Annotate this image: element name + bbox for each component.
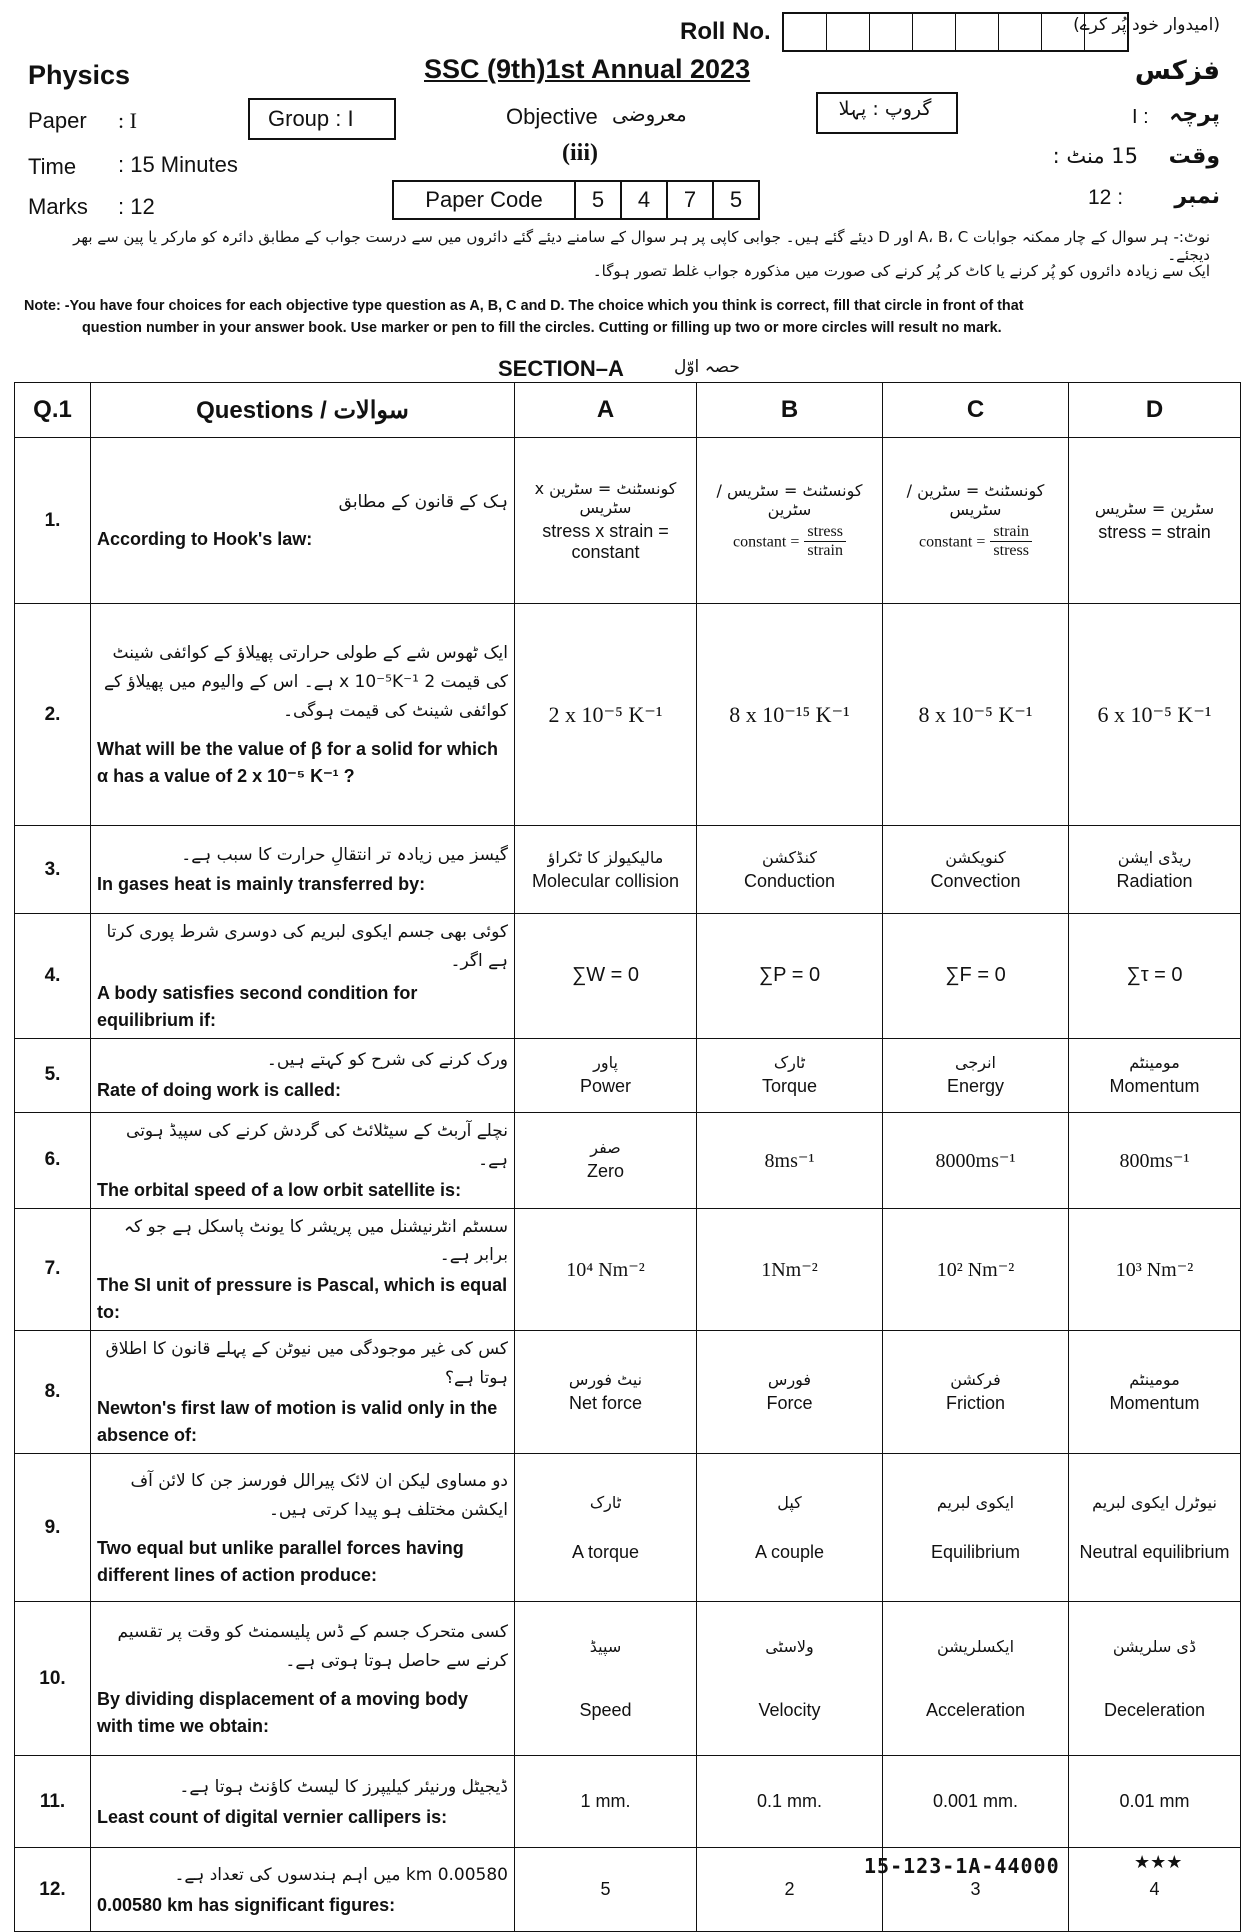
time-label: Time [28,154,77,179]
roll-digit-box[interactable] [870,14,913,50]
option-urdu: کونسٹنٹ = سٹرین x سٹریس [534,478,677,517]
option-urdu: ٹارک [589,1492,622,1512]
time-value: : 15 Minutes [118,152,238,177]
paper-code-digit: 4 [622,182,668,218]
option-urdu: کونسٹنٹ = سٹریس / سٹرین [716,481,863,519]
question-row [15,1038,1241,1112]
option-urdu: ایکسلریشن [936,1636,1015,1656]
option-urdu: نیوٹرل ایکوی لبریم [1092,1492,1217,1512]
option-c [883,1602,1069,1756]
option-c [883,438,1069,604]
questions-table [14,382,1241,1932]
option-urdu: کونسٹنٹ = سٹرین / سٹریس [906,481,1045,519]
question-english: According to Hook's law: [97,529,313,550]
option-english: Neutral equilibrium [1079,1541,1230,1562]
header-option-b: B [697,383,883,438]
question-number: 8. [15,1331,91,1454]
option-urdu: کپل [777,1492,802,1512]
question-number: 4. [15,914,91,1039]
option-urdu: انرجی [955,1053,996,1073]
question-text [91,914,515,1039]
option-c: 10² Nm⁻² [883,1208,1069,1331]
question-number: 12. [15,1848,91,1932]
option-d [1069,1331,1241,1454]
marks-label: Marks [28,194,88,219]
roll-no-boxes[interactable] [782,12,1129,52]
option-urdu: سٹرین = سٹریس [1094,498,1215,518]
english-note-line-2: question number in your answer book. Use marker or pen to fill the circles. Cutting or filling up two or more circles will result no mark. [82,320,1002,336]
option-urdu: فورس [767,1370,812,1390]
option-b [697,1602,883,1756]
fraction [804,523,846,560]
question-text [91,1454,515,1602]
fraction-denominator: stress [993,542,1029,559]
question-row [15,1602,1241,1756]
question-number: 2. [15,604,91,826]
option-d [1069,1602,1241,1756]
question-text [91,1848,515,1932]
group-label: Group : I [268,106,354,131]
option-a: 2 x 10⁻⁵ K⁻¹ [515,604,697,826]
fraction-numerator: strain [990,523,1032,542]
question-text [91,1602,515,1756]
option-urdu: کنڈکشن [762,847,817,867]
option-a [515,1112,697,1208]
option-b [697,1454,883,1602]
option-a [515,438,697,604]
question-row [15,438,1241,604]
option-english: constant = [919,533,986,551]
option-d: 6 x 10⁻⁵ K⁻¹ [1069,604,1241,826]
roll-digit-box[interactable] [956,14,999,50]
question-text [91,1112,515,1208]
header-option-a: A [515,383,697,438]
question-urdu: ہک کے قانون کے مطابق [338,491,508,512]
option-b: 8 x 10⁻¹⁵ K⁻¹ [697,604,883,826]
question-row [15,604,1241,826]
subject-title-urdu: فزکس [1134,56,1220,86]
option-b: 0.1 mm. [697,1756,883,1848]
urdu-note-line-1: نوٹ:- ہر سوال کے چار ممکنہ جوابات A، B، C اور D دیئے گئے ہیں۔ جوابی کاپی پر ہر سوال کے سامنے دیئے گئے دائروں میں سے درست جواب کے مطابق دائرہ کو مارکر یا پین سے بھر دیجئے۔ [73,228,1210,264]
question-number: 9. [15,1454,91,1602]
option-d [1069,826,1241,914]
question-english: In gases heat is mainly transferred by: [97,874,426,895]
option-c [883,1331,1069,1454]
option-urdu: ولاسٹی [765,1636,814,1656]
option-urdu: سپیڈ [589,1636,622,1656]
option-english: Radiation [1116,870,1193,891]
roll-digit-box[interactable] [827,14,870,50]
question-english: By dividing displacement of a moving body with time we obtain: [97,1688,469,1736]
option-english: Power [579,1076,632,1097]
option-english: Molecular collision [531,870,680,891]
question-row [15,1454,1241,1602]
question-row [15,1756,1241,1848]
question-urdu: کسی متحرک جسم کے ڈس پلیسمنٹ کو وقت پر تقسیم کرنے سے حاصل ہوتا ہوتی ہے۔ [117,1621,508,1671]
option-c: 3 [883,1848,1069,1932]
question-urdu: گیسز میں زیادہ تر انتقالِ حرارت کا سبب ہے۔ [181,844,508,865]
paper-label: Paper [28,108,87,133]
option-english: Speed [579,1699,632,1720]
option-a [515,1454,697,1602]
question-number: 6. [15,1112,91,1208]
question-text [91,826,515,914]
option-english: Conduction [743,870,836,891]
option-urdu: ریڈی ایشن [1117,847,1192,867]
option-english: Force [766,1393,813,1414]
fraction-numerator: stress [804,523,846,542]
question-text [91,1208,515,1331]
question-urdu: دو مساوی لیکن ان لائک پیرالل فورسز جن کا لائن آف ایکشن مختلف ہو پیدا کرتی ہیں۔ [130,1470,508,1520]
group-label-urdu: گروپ : پہلا [838,98,932,120]
header-option-d: D [1069,383,1241,438]
roll-no-label: Roll No. [680,18,771,45]
question-number: 11. [15,1756,91,1848]
header-questions: Questions / سوالات [91,383,515,438]
option-d: ∑τ = 0 [1069,914,1241,1039]
question-number: 10. [15,1602,91,1756]
option-d: 4 [1069,1848,1241,1932]
option-english: Deceleration [1103,1699,1206,1720]
option-a [515,826,697,914]
objective-label-urdu: معروضی [612,102,687,126]
question-english: The orbital speed of a low orbit satellite is: [97,1179,462,1200]
option-urdu: کنویکشن [945,847,1006,867]
question-english: Newton's first law of motion is valid only in the absence of: [97,1398,498,1446]
option-english: Equilibrium [930,1541,1021,1562]
option-urdu: نیٹ فورس [568,1370,643,1390]
question-row [15,1112,1241,1208]
option-d: 0.01 mm [1069,1756,1241,1848]
fraction [990,523,1032,560]
question-urdu: سسٹم انٹرنیشنل میں پریشر کا یونٹ پاسکل ہے جو کہ برابر ہے۔ [124,1216,508,1266]
option-c: 8000ms⁻¹ [883,1112,1069,1208]
option-c [883,1038,1069,1112]
footer-code: 15-123-1A-44000 [864,1854,1060,1878]
roll-digit-box[interactable] [913,14,956,50]
option-c: ∑F = 0 [883,914,1069,1039]
question-number: 5. [15,1038,91,1112]
option-urdu: صفر [590,1138,621,1158]
urdu-note-line-2: ایک سے زیادہ دائروں کو پُر کرنے یا کاٹ کر پُر کرنے کی صورت میں مذکورہ جواب غلط تصور ہوگا۔ [592,262,1210,280]
paper-value-urdu: I : [1132,106,1149,128]
paper-variant: (iii) [562,140,598,166]
question-text [91,1038,515,1112]
option-b [697,438,883,604]
option-urdu: مومینٹم [1129,1053,1180,1073]
question-english: What will be the value of β for a solid for which [97,738,499,759]
question-row [15,1331,1241,1454]
option-d: 10³ Nm⁻² [1069,1208,1241,1331]
question-number: 1. [15,438,91,604]
option-b: 8ms⁻¹ [697,1112,883,1208]
option-b: 2 [697,1848,883,1932]
question-text [91,438,515,604]
fraction-denominator: strain [807,542,843,559]
section-title: SECTION–A [498,356,624,381]
question-text [91,1331,515,1454]
time-value-urdu: 15 منٹ : [1052,144,1138,168]
option-a: 1 mm. [515,1756,697,1848]
paper-code-digit: 7 [668,182,714,218]
option-english: stress = strain [1098,521,1211,542]
option-c [883,1454,1069,1602]
question-urdu: نچلے آربٹ کے سیٹلائٹ کی گردش کرنے کی سپیڈ ہوتی ہے۔ [126,1120,508,1170]
option-english: constant = [733,533,800,551]
option-d [1069,1038,1241,1112]
option-d: 800ms⁻¹ [1069,1112,1241,1208]
objective-label: Objective [506,104,598,129]
option-urdu: فرکشن [950,1370,1001,1390]
option-english: Net force [568,1393,643,1414]
question-row [15,1208,1241,1331]
option-a [515,1038,697,1112]
question-english: Two equal but unlike parallel forces having different lines of action produce: [97,1537,464,1585]
section-title-urdu: حصہ اوّل [674,357,740,377]
option-english: Zero [586,1161,624,1182]
option-a [515,1602,697,1756]
paper-code-box [392,180,760,220]
option-a: 5 [515,1848,697,1932]
option-b: ∑P = 0 [697,914,883,1039]
marks-label-urdu: نمبر [1174,184,1220,209]
question-number: 3. [15,826,91,914]
option-urdu: پاور [593,1053,618,1073]
option-urdu: ڈی سلریشن [1112,1636,1197,1656]
option-english: Torque [761,1076,818,1097]
question-english: A body satisfies second condition for equilibrium if: [97,982,418,1030]
paper-code-digit: 5 [729,187,743,212]
question-english: α has a value of 2 x 10⁻⁵ K⁻¹ ? [97,765,355,786]
roll-digit-box[interactable] [999,14,1042,50]
option-urdu: مالیکیولز کا ٹکراؤ [547,847,664,867]
option-c [883,826,1069,914]
option-b: 1Nm⁻² [697,1208,883,1331]
roll-digit-box[interactable] [1085,14,1127,50]
question-row [15,826,1241,914]
option-english: Momentum [1109,1076,1200,1097]
option-english: Velocity [758,1699,821,1720]
question-text [91,604,515,826]
option-english: A torque [571,1541,640,1562]
option-english: Friction [945,1393,1005,1414]
footer-stars: ★★★ [1134,1852,1183,1872]
question-urdu: ڈیجیٹل ورنیئر کیلیپرز کا لیسٹ کاؤنٹ ہوتا ہے۔ [179,1776,508,1797]
english-note-line-1: Note: -You have four choices for each objective type question as A, B, C and D. The choice which you think is correct, fill that circle in front of that [24,298,1024,314]
option-d [1069,1454,1241,1602]
paper-code-digit: 5 [576,182,622,218]
option-english: Acceleration [925,1699,1026,1720]
option-b [697,826,883,914]
roll-digit-box[interactable] [784,14,827,50]
option-english: Energy [946,1076,1005,1097]
option-english: stress x strain = constant [542,520,669,562]
option-english: Momentum [1109,1393,1200,1414]
paper-label-urdu: پرچہ [1169,102,1220,127]
question-text [91,1756,515,1848]
option-c: 0.001 mm. [883,1756,1069,1848]
time-label-urdu: وقت [1168,144,1220,169]
question-english: The SI unit of pressure is Pascal, which is equal to: [97,1275,508,1323]
paper-code-label: Paper Code [394,182,576,218]
option-english: Convection [930,870,1021,891]
question-urdu: ورک کرنے کی شرح کو کہتے ہیں۔ [266,1050,508,1071]
option-b [697,1331,883,1454]
marks-value: : 12 [118,194,155,219]
option-a: ∑W = 0 [515,914,697,1039]
question-urdu: کوئی بھی جسم ایکوی لبریم کی دوسری شرط پوری کرتا ہے اگر۔ [106,922,508,971]
exam-title: SSC (9th)1st Annual 2023 [424,54,751,84]
option-urdu: ایکوی لبریم [936,1492,1015,1512]
option-english: A couple [754,1541,825,1562]
header-option-c: C [883,383,1069,438]
option-a: 10⁴ Nm⁻² [515,1208,697,1331]
urdu-instruction-top: (امیدوار خود پُر کرے) [1073,15,1220,35]
question-english: 0.00580 km has significant figures: [97,1894,396,1915]
option-a [515,1331,697,1454]
question-english: Rate of doing work is called: [97,1080,342,1101]
table-header-row [15,383,1241,438]
option-urdu: ٹارک [773,1053,806,1073]
question-urdu: 0.00580 km میں اہم ہندسوں کی تعداد ہے۔ [174,1864,508,1885]
subject-title: Physics [28,60,131,90]
question-row [15,914,1241,1039]
question-number: 7. [15,1208,91,1331]
header-qno: Q.1 [15,383,91,438]
question-urdu: ایک ٹھوس شے کے طولی حرارتی پھیلاؤ کے کوائفی شینٹ کی قیمت 2 x 10⁻⁵K⁻¹ ہے۔ اس کے والیوم میں پھیلاؤ کے کوائفی شینٹ کی قیمت ہوگی۔ [104,643,508,721]
option-d [1069,438,1241,604]
option-b [697,1038,883,1112]
roll-digit-box[interactable] [1042,14,1085,50]
option-urdu: مومینٹم [1129,1370,1180,1390]
paper-value: : I [118,108,137,133]
marks-value-urdu: 12 : [1088,186,1124,209]
question-english: Least count of digital vernier callipers is: [97,1806,448,1827]
option-c: 8 x 10⁻⁵ K⁻¹ [883,604,1069,826]
question-urdu: کس کی غیر موجودگی میں نیوٹن کے پہلے قانون کا اطلاق ہوتا ہے؟ [105,1339,508,1389]
